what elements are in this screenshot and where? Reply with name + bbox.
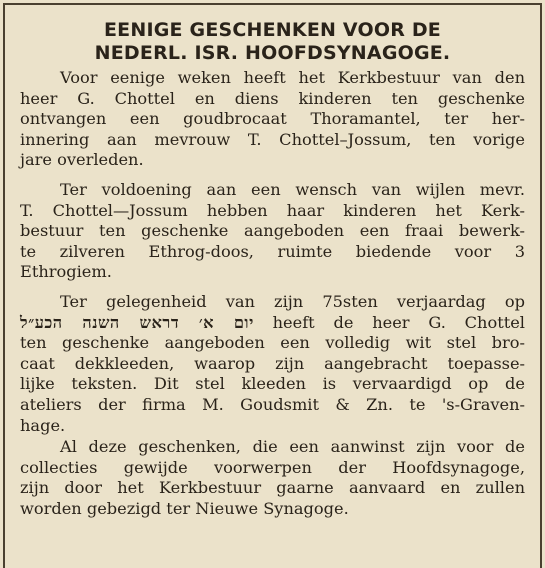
hebrew-date-text: יום א׳ דראש השנה הכע״ל: [20, 312, 254, 332]
paragraph-3-line-1: Ter gelegenheid van zijn 75sten verjaardag op: [60, 291, 525, 311]
paragraph-2-line-4: te zilveren Ethrog-doos, ruimte biedende voor 3: [20, 241, 525, 261]
article-headline: [20, 19, 525, 65]
paragraph-1-line-1: Voor eenige weken heeft het Kerkbestuur van den: [60, 68, 525, 87]
right-border-rule: [540, 3, 542, 568]
paragraph-2-line-2: T. Chottel—Jossum hebben haar kinderen het Kerk-: [20, 200, 525, 220]
top-border-rule: [3, 3, 542, 5]
left-border-rule: [3, 3, 5, 568]
paragraph-2-line-5: Ethrogiem.: [20, 262, 112, 282]
headline-line-2: NEDERL. ISR. HOOFDSYNAGOGE.: [94, 42, 451, 64]
paragraph-4-line-1: Al deze geschenken, die een aanwinst zijn voor de: [60, 437, 525, 457]
paragraph-3-line-3: ten geschenke aangeboden een volledig wit stel bro-: [20, 333, 525, 353]
paragraph-2-line-1: Ter voldoening aan een wensch van wijlen mevr.: [60, 179, 525, 199]
paragraph-2: [20, 180, 525, 283]
paragraph-3: [20, 292, 525, 436]
paragraph-3-line-7: hage.: [20, 415, 66, 435]
paragraph-gap: [20, 283, 525, 292]
headline-line-1: EENIGE GESCHENKEN VOOR DE: [104, 19, 441, 41]
paragraph-4-line-4: worden gebezigd ter Nieuwe Synagoge.: [20, 498, 349, 518]
paragraph-3-line-2-text: heeft de heer G. Chottel: [272, 312, 525, 332]
paragraph-3-line-5: lijke teksten. Dit stel kleeden is vervaardigd op de: [20, 374, 525, 394]
paragraph-1-line-4: innering aan mevrouw T. Chottel–Jossum, ten vorige: [20, 129, 525, 149]
paragraph-4-line-2: collecties gewijde voorwerpen der Hoofdsynagoge,: [20, 457, 525, 477]
paragraph-4-line-3: zijn door het Kerkbestuur gaarne aanvaard en zullen: [20, 478, 525, 498]
paragraph-gap: [20, 171, 525, 180]
paragraph-4: [20, 437, 525, 519]
paragraph-3-line-2: [20, 313, 525, 334]
paragraph-1-line-5: jare overleden.: [20, 150, 144, 170]
article: [20, 19, 525, 519]
paragraph-1-line-3: ontvangen een goudbrocaat Thoramantel, ter her-: [20, 109, 525, 129]
paragraph-3-line-4: caat dekkleeden, waarop zijn aangebracht toepasse-: [20, 353, 525, 373]
paragraph-1-line-2: heer G. Chottel en diens kinderen ten geschenke: [20, 88, 525, 108]
paragraph-2-line-3: bestuur ten geschenke aangeboden een fraai bewerk-: [20, 221, 525, 241]
paragraph-1: [20, 68, 525, 171]
paragraph-3-line-6: ateliers der firma M. Goudsmit & Zn. te 's-Graven-: [20, 394, 525, 414]
